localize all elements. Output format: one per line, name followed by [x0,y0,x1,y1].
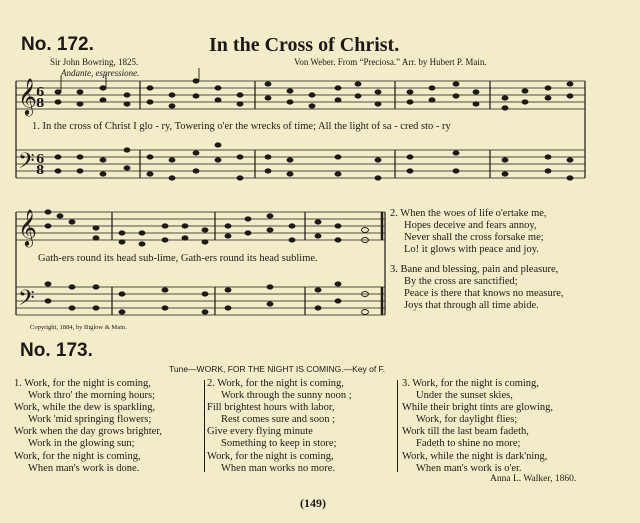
composer-credit: Von Weber. From “Preciosa.” Arr. by Hubert P. Main. [294,57,487,67]
verse-line: Joys that through all time abide. [404,300,539,312]
verse-line: 2. When the woes of life o'ertake me, [390,208,547,219]
hymn-number-172: No. 172. [21,34,94,55]
verse-line: Peace is there that knows no measure, [404,288,564,300]
copyright-notice: Copyright, 1884, by Biglow & Main. [30,324,127,331]
verse-line: Work till the last beam fadeth, [402,426,529,438]
lyric-line-2: Gath-ers round its head sub-lime, Gath-ers round its head sublime. [38,253,318,264]
verse-1-hymn-173 [14,378,162,475]
verse-line: Hopes deceive and fears annoy, [404,220,537,232]
verse-line: 1. Work, for the night is coming, [14,378,151,389]
verse-line: 2. Work, for the night is coming, [207,378,344,389]
verse-line: Something to keep in store; [221,438,337,450]
svg-text:𝄢: 𝄢 [18,286,35,316]
lyric-line-1: 1. In the cross of Christ I glo - ry, Towering o'er the wrecks of time; All the light of sa - cred sto - ry [32,121,451,132]
verse-line: Work 'mid springing flowers; [28,414,152,426]
verse-line: Work, for the night is coming, [14,450,141,462]
svg-text:8: 8 [36,163,45,177]
verse-line: Work, for the night is coming, [207,450,334,462]
column-divider [204,380,205,472]
verse-line: Fill brightest hours with labor, [207,402,335,414]
svg-text:6: 6 [36,85,45,99]
verse-line: When man's work is done. [28,462,140,474]
verse-3-hymn-172 [390,264,564,312]
verse-line: Work when the day grows brighter, [14,426,163,438]
hymn-title-172: In the Cross of Christ. [209,34,400,56]
verse-line: Fadeth to shine no more; [416,438,521,450]
verse-3-hymn-173 [402,378,553,475]
tempo-marking: Andante, espressione. [61,68,140,78]
verse-2-hymn-172 [390,208,547,256]
svg-text:8: 8 [36,96,45,110]
verse-line: When man's work is o'er. [416,462,522,474]
svg-text:𝄞: 𝄞 [18,77,37,115]
verse-line: Work in the glowing sun; [28,438,135,450]
verse-2-hymn-173 [207,378,352,475]
verse-line: Work, while the night is dark'ning, [402,450,548,462]
page-number: (149) [300,496,326,510]
verse-line: Rest comes sure and soon ; [221,414,336,426]
verse-line: Never shall the cross forsake me; [404,232,544,244]
tune-line: Tune—WORK, FOR THE NIGHT IS COMING.—Key of F. [169,364,386,374]
svg-text:𝄞: 𝄞 [18,208,37,246]
verse-line: Work thro' the morning hours; [28,390,156,402]
verse-line: While their bright tints are glowing, [402,402,554,414]
verse-line: When man works no more. [221,462,336,474]
svg-text:𝄢: 𝄢 [18,149,35,179]
verse-line: Give every flying minute [207,426,313,438]
verse-line: Work, while the dew is sparkling, [14,402,156,414]
author-credit: Sir John Bowring, 1825. [50,57,139,67]
attribution: Anna L. Walker, 1860. [490,474,577,484]
verse-line: Under the sunset skies, [416,390,513,402]
hymn-number-173: No. 173. [20,340,93,361]
svg-text:6: 6 [36,152,45,166]
verse-line: 3. Work, for the night is coming, [402,378,539,389]
verse-line: Work, for daylight flies; [416,414,518,426]
verse-line: Lo! it glows with peace and joy. [404,244,539,256]
verse-line: 3. Bane and blessing, pain and pleasure, [390,264,559,275]
column-divider [397,380,398,472]
verse-line: By the cross are sanctified; [404,276,518,288]
verse-line: Work through the sunny noon ; [221,390,352,402]
